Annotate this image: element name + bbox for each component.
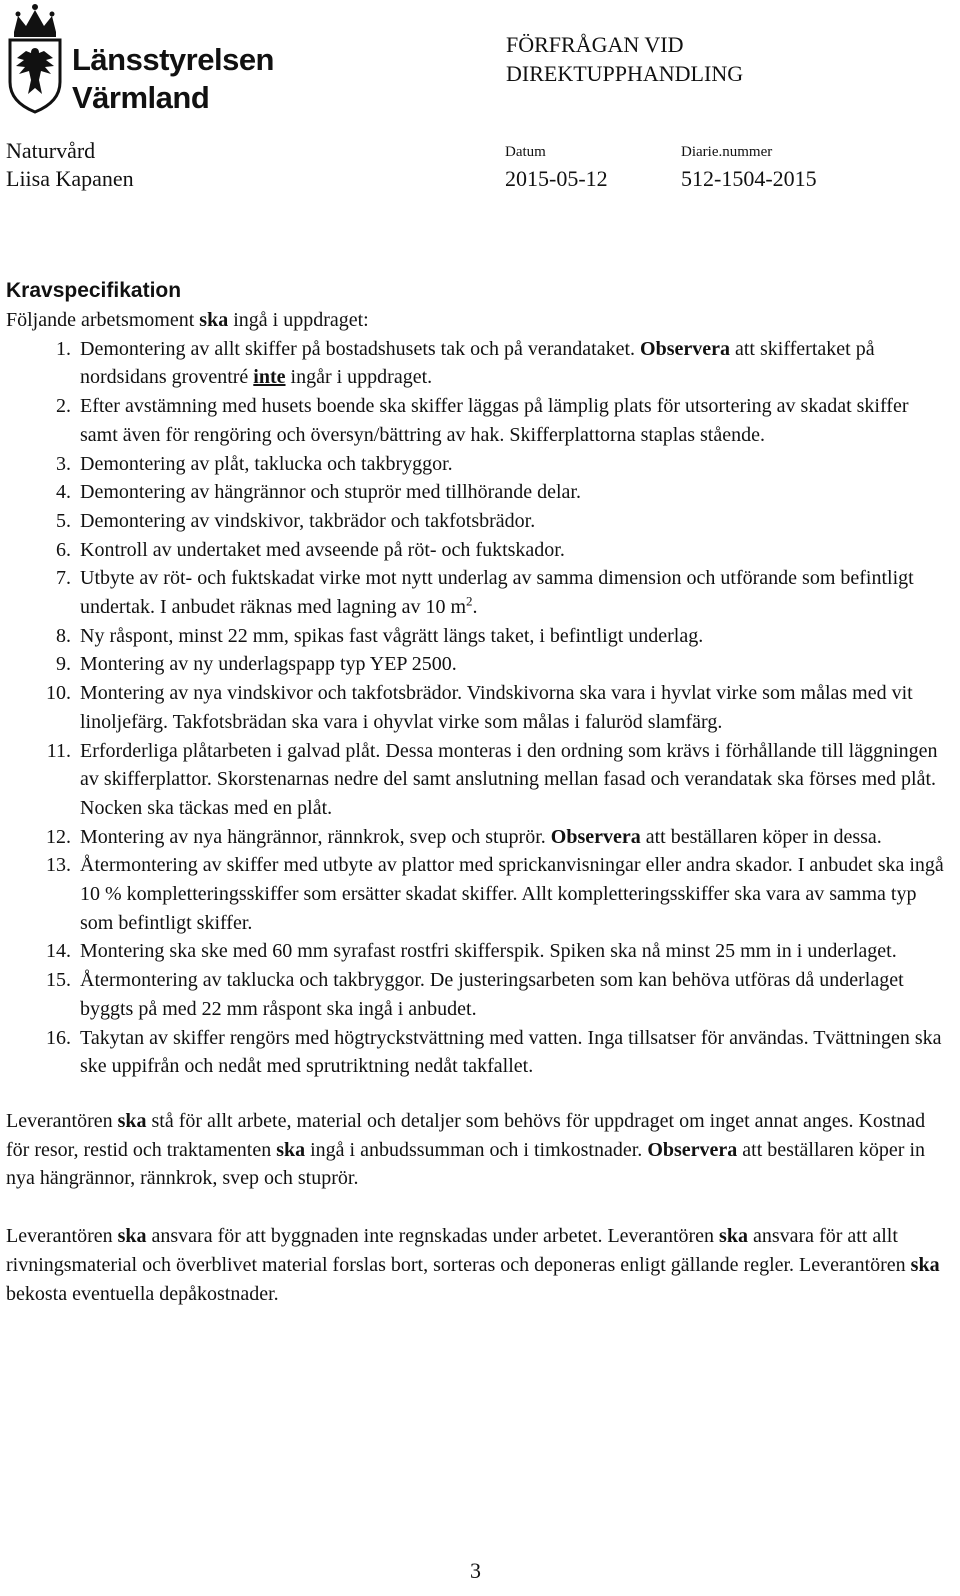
supplier-responsibility-paragraph: Leverantören ska stå för allt arbete, material och detaljer som behövs för uppdraget om inget annat anges. Kostnad för resor, restid och traktamenten ska ingå i anbudssumman och i timkostnader. Observera att beställaren köper in nya hängrännor, rännkrok, svep och stuprör.: [6, 1109, 926, 1190]
item-number: 10.: [46, 682, 71, 705]
document-body: [6, 276, 951, 1308]
item-number: 12.: [46, 825, 71, 848]
item-number: 13.: [46, 854, 71, 877]
diary-number-label: Diarie.nummer: [681, 144, 773, 160]
list-item: 6. Kontroll av undertaket med avseende på röt- och fuktskador.: [6, 536, 951, 565]
list-item: 7. Utbyte av röt- och fuktskadat virke mot nytt underlag av samma dimension och utförande som befintligt undertak. I anbudet räknas med lagning av 10 $m^2$.: [6, 564, 951, 621]
date-value: 2015-05-12: [505, 166, 608, 191]
list-item: 12. Montering av nya hängrännor, rännkrok, svep och stuprör. Observera att beställaren köper in dessa.: [6, 823, 951, 852]
list-item: 10. Montering av nya vindskivor och takfotsbrädor. Vindskivorna ska vara i hyvlat virke som målas med vit linoljefärg. Takfotsbrädan ska vara i ohyvlat virke som målas i faluröd slamfärg.: [6, 679, 951, 736]
item-number: 6.: [56, 538, 71, 561]
page-number: 3: [470, 1558, 481, 1583]
item-number: 8.: [56, 624, 71, 647]
list-item: 5. Demontering av vindskivor, takbrädor och takfotsbrädor.: [6, 507, 951, 536]
document-type: [506, 30, 743, 88]
intro-text: Följande arbetsmoment ska ingå i uppdraget:: [6, 309, 369, 331]
section-heading: Kravspecifikation: [6, 279, 182, 302]
date-label: Datum: [505, 144, 546, 160]
person-name: Liisa Kapanen: [6, 166, 134, 191]
list-item: 2. Efter avstämning med husets boende ska skiffer läggas på lämplig plats för utsortering av skadat skiffer samt även för rengöring och översyn/bättring av hak. Skifferplattorna staplas stående.: [6, 392, 951, 449]
list-item: 14. Montering ska ske med 60 mm syrafast rostfri skifferspik. Spiken ska nå minst 25 mm in i underlaget.: [6, 937, 951, 966]
item-number: 4.: [56, 481, 71, 504]
requirements-list: [6, 335, 951, 1081]
logo-line-1: Länsstyrelsen: [72, 42, 274, 77]
item-number: 16.: [46, 1026, 71, 1049]
item-number: 3.: [56, 452, 71, 475]
item-number: 9.: [56, 653, 71, 676]
item-number: 15.: [46, 969, 71, 992]
coat-of-arms-icon: [4, 2, 66, 114]
list-item: 9. Montering av ny underlagspapp typ YEP 2500.: [6, 650, 951, 679]
document-type-line-2: DIREKTUPPHANDLING: [506, 61, 744, 86]
item-number: 1.: [56, 337, 71, 360]
lansstyrelsen-logo: [4, 2, 274, 115]
logo-line-2: Värmland: [72, 80, 210, 115]
item-number: 14.: [46, 940, 71, 963]
department: Naturvård: [6, 138, 96, 163]
item-number: 11.: [46, 739, 71, 762]
diary-number-value: 512-1504-2015: [681, 166, 817, 191]
item-number: 2.: [56, 395, 71, 418]
list-item: 15. Återmontering av taklucka och takbryggor. De justeringsarbeten som kan behöva utföras då underlaget byggts på med 22 mm råspont ska ingå i anbudet.: [6, 966, 951, 1023]
list-item: 4. Demontering av hängrännor och stuprör med tillhörande delar.: [6, 478, 951, 507]
list-item: 11. Erforderliga plåtarbeten i galvad plåt. Dessa monteras i den ordning som krävs i förhållande till läggningen av skifferplattor. Skorstenarnas nedre del samt anslutning mellan fasad och verandatak ska förses med plåt. Nocken ska täckas med en plåt.: [6, 737, 951, 823]
list-item: 1. Demontering av allt skiffer på bostadshusets tak och på verandataket. Observera att skiffertaket på nordsidans groventré inte ingår i uppdraget.: [6, 335, 951, 392]
list-item: 13. Återmontering av skiffer med utbyte av plattor med sprickanvisningar eller andra skador. I anbudet ska ingå 10 % kompletteringsskiffer som ersätter skadat skiffer. Allt kompletteringsskiffer ska vara av samma typ som befintligt skiffer.: [6, 851, 951, 937]
list-item: 3. Demontering av plåt, taklucka och takbryggor.: [6, 450, 951, 479]
list-item: 8. Ny råspont, minst 22 mm, spikas fast vågrätt längs taket, i befintligt underlag.: [6, 622, 951, 651]
item-number: 5.: [56, 509, 71, 532]
list-item: 16. Takytan av skiffer rengörs med högtryckstvättning med vatten. Inga tillsatser för användas. Tvättningen ska ske uppifrån och nedåt med sprutriktning nedåt takfallet.: [6, 1024, 951, 1081]
supplier-liability-paragraph: Leverantören ska ansvara för att byggnaden inte regnskadas under arbetet. Leverantören ska ansvara för att allt rivningsmaterial och överblivet material forslas bort, sorteras och deponeras enligt gällande regler. Leverantören ska bekosta eventuella depåkostnader.: [6, 1225, 940, 1305]
item-number: 7.: [56, 567, 71, 590]
document-type-line-1: FÖRFRÅGAN VID: [506, 32, 684, 57]
